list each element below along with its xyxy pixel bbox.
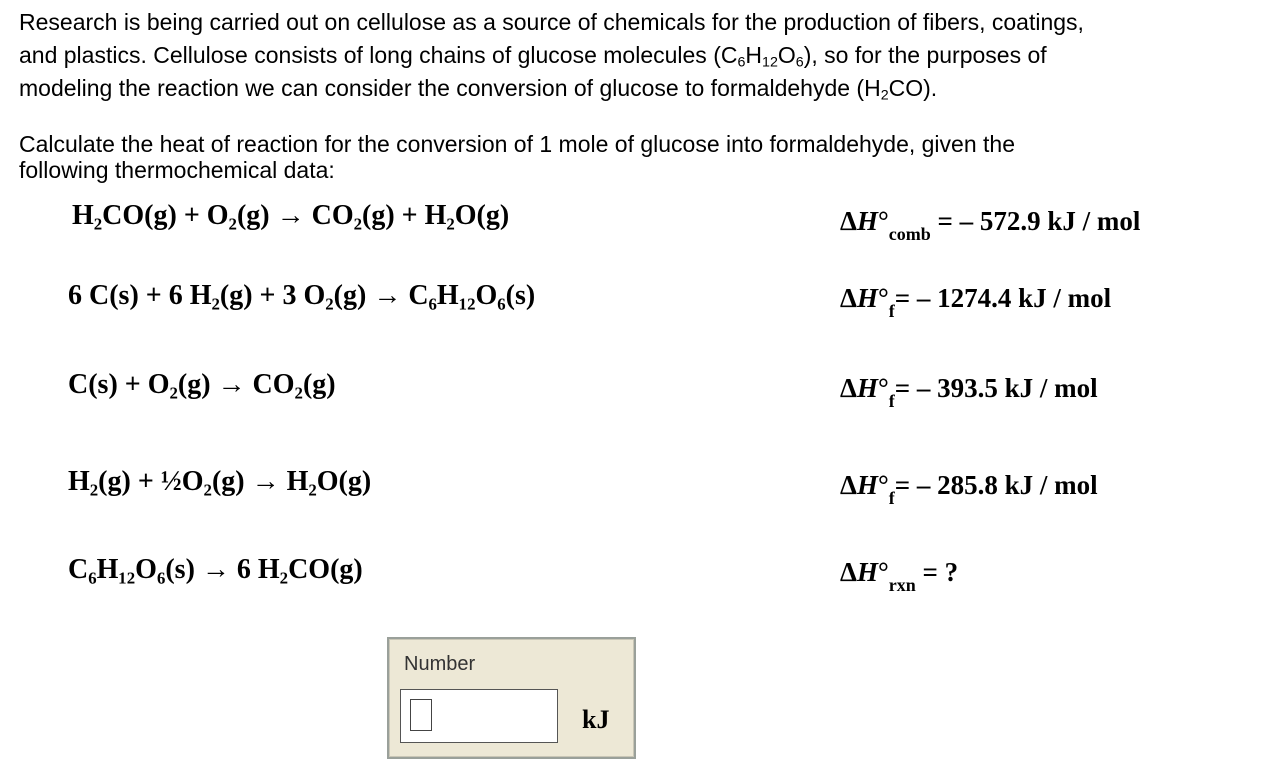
enthalpy-value: = – 285.8 kJ / mol <box>894 470 1098 500</box>
enthalpy-value: = – 393.5 kJ / mol <box>894 373 1098 403</box>
question-text <box>19 131 1254 183</box>
question-line-2: following thermochemical data: <box>19 157 335 183</box>
equation-formation-water: H₂(g) + ½O₂(g) → H₂O(g) <box>68 466 372 497</box>
intro-line-3: modeling the reaction we can consider the conversion of glucose to formaldehyde $(H_2CO)$. <box>19 75 938 104</box>
enthalpy-f-co2: $\Delta H^\circ_f= - 393.5$ kJ / mol <box>840 373 1098 411</box>
question-line-1: Calculate the heat of reaction for the conversion of 1 mole of glucose into formaldehyde, given the <box>19 131 1015 157</box>
enthalpy-value: = – 572.9 kJ / mol <box>937 206 1141 236</box>
enthalpy-subscript: comb <box>888 224 931 244</box>
answer-unit: kJ <box>582 705 610 734</box>
enthalpy-value: = ? <box>922 557 959 587</box>
enthalpy-comb: $\Delta H^\circ_{comb}$ = – 572.9 kJ / mol <box>840 206 1141 244</box>
answer-number-input[interactable] <box>400 689 558 743</box>
equation-formation-glucose: 6 C(s) + 6 H₂(g) + 3 O₂(g) → C₆H₁₂O₆(s) <box>68 280 536 311</box>
enthalpy-subscript: f <box>888 488 895 508</box>
answer-panel <box>387 637 636 759</box>
equation-target-reaction: C₆H₁₂O₆(s) → 6 H₂CO(g) <box>68 554 363 585</box>
intro-line-1: Research is being carried out on cellulose as a source of chemicals for the production of fibers, coatings, <box>19 9 1084 35</box>
enthalpy-subscript: f <box>888 391 895 411</box>
enthalpy-rxn: $\Delta H^\circ_{rxn}$ = ? <box>840 557 959 595</box>
equation-combustion-formaldehyde: H₂CO(g) + O₂(g) → CO₂(g) + H₂O(g) <box>72 200 510 231</box>
enthalpy-f-water: $\Delta H^\circ_f= - 285.8$ kJ / mol <box>840 470 1098 508</box>
text-cursor-box[interactable] <box>410 699 432 731</box>
enthalpy-subscript: f <box>888 301 895 321</box>
answer-label: Number <box>404 653 476 675</box>
intro-line-2: and plastics. Cellulose consists of long chains of glucose molecules $(C_6H_{12}O_6)$, so for the purposes of <box>19 42 1047 71</box>
enthalpy-subscript: rxn <box>888 575 916 595</box>
enthalpy-value: = – 1274.4 kJ / mol <box>894 283 1112 313</box>
enthalpy-f-glucose: $\Delta H^\circ_f= - 1274.4$ kJ / mol <box>840 283 1112 321</box>
equation-formation-co2: C(s) + O₂(g) → CO₂(g) <box>68 369 336 400</box>
problem-intro <box>19 6 1254 105</box>
